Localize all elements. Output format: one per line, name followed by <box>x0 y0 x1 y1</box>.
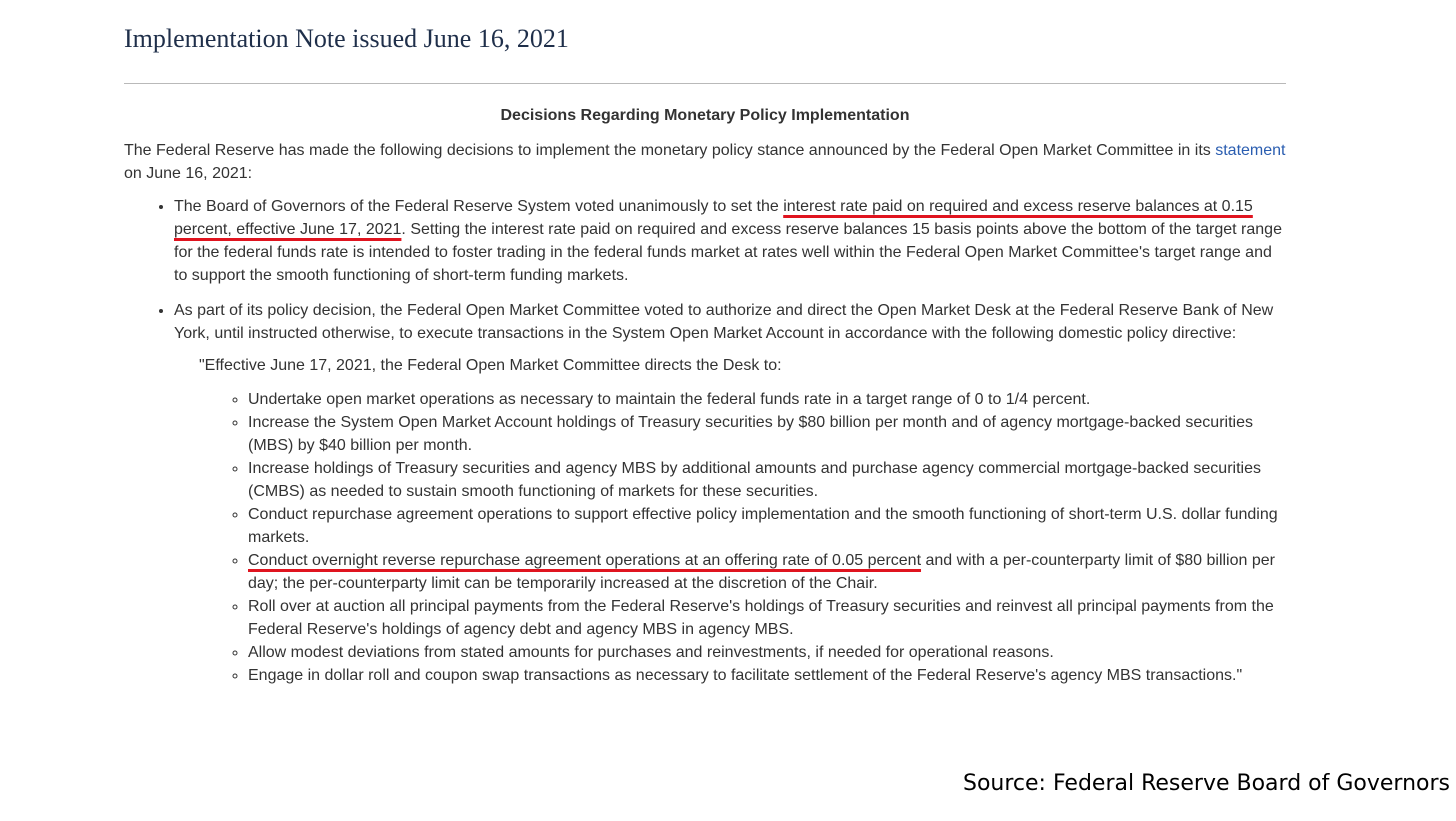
source-caption: Source: Federal Reserve Board of Governors <box>963 771 1450 796</box>
decision-list <box>124 195 1286 687</box>
title-divider <box>124 83 1286 84</box>
rrp-highlight: Conduct overnight reverse repurchase agreement operations at an offering rate of 0.05 percent <box>248 552 922 569</box>
directive-item: ◦ Increase holdings of Treasury securities and agency MBS by additional amounts and purchase agency commercial mortgage-backed securities (CMBS) as needed to sustain smooth functioning of markets for these securities. <box>248 457 1286 503</box>
intro-text-before: The Federal Reserve has made the following decisions to implement the monetary policy stance announced by the Federal Open Market Committee in its <box>124 142 1216 159</box>
intro-paragraph <box>124 139 1286 185</box>
directive-item: ◦ Roll over at auction all principal payments from the Federal Reserve's holdings of Treasury securities and reinvest all principal payments from the Federal Reserve's holdings of agency debt and agency MBS in agency MBS. <box>248 595 1286 641</box>
directive-item: ◦ Engage in dollar roll and coupon swap transactions as necessary to facilitate settlement of the Federal Reserve's agency MBS transactions." <box>248 664 1286 687</box>
rrp-text-after: and with a per-counterparty limit of $80 billion per day; the per-counterparty limit can be temporarily increased at the discretion of the Chair. <box>248 552 1275 592</box>
intro-text-after: on June 16, 2021: <box>124 165 253 182</box>
ioer-text-before: The Board of Governors of the Federal Reserve System voted unanimously to set the <box>174 198 784 215</box>
page-title: Implementation Note issued June 16, 2021 <box>124 24 569 53</box>
decision-item-ioer <box>174 195 1286 287</box>
decision-item-directive <box>174 299 1286 687</box>
directive-item: ◦ Increase the System Open Market Account holdings of Treasury securities by $80 billion per month and of agency mortgage-backed securities (MBS) by $40 billion per month. <box>248 411 1286 457</box>
directive-item: ◦ Undertake open market operations as necessary to maintain the federal funds rate in a target range of 0 to 1/4 percent. <box>248 388 1286 411</box>
statement-link[interactable]: statement <box>1215 142 1286 159</box>
directive-list <box>174 388 1286 687</box>
directive-intro: "Effective June 17, 2021, the Federal Open Market Committee directs the Desk to: <box>199 357 782 374</box>
directive-item: ◦ Conduct repurchase agreement operations to support effective policy implementation and the smooth functioning of short-term U.S. dollar funding markets. <box>248 503 1286 549</box>
directive-item: ◦ Allow modest deviations from stated amounts for purchases and reinvestments, if needed for operational reasons. <box>248 641 1286 664</box>
section-heading: Decisions Regarding Monetary Policy Implementation <box>500 107 910 124</box>
directive-preamble: As part of its policy decision, the Federal Open Market Committee voted to authorize and direct the Open Market Desk at the Federal Reserve Bank of New York, until instructed otherwise, to execute transactions in the System Open Market Account in accordance with the following domestic policy directive: <box>174 302 1274 342</box>
ioer-text-after: . Setting the interest rate paid on required and excess reserve balances 15 basis points above the bottom of the target range for the federal funds rate is intended to foster trading in the federal funds market at rates well within the Federal Open Market Committee's target range and to support the smooth functioning of short-term funding markets. <box>174 221 1282 284</box>
directive-item-rrp <box>248 549 1286 595</box>
ioer-highlight: interest rate paid on required and excess reserve balances at 0.15 percent, effective June 17, 2021 <box>174 198 1253 238</box>
implementation-note-body <box>124 104 1286 699</box>
